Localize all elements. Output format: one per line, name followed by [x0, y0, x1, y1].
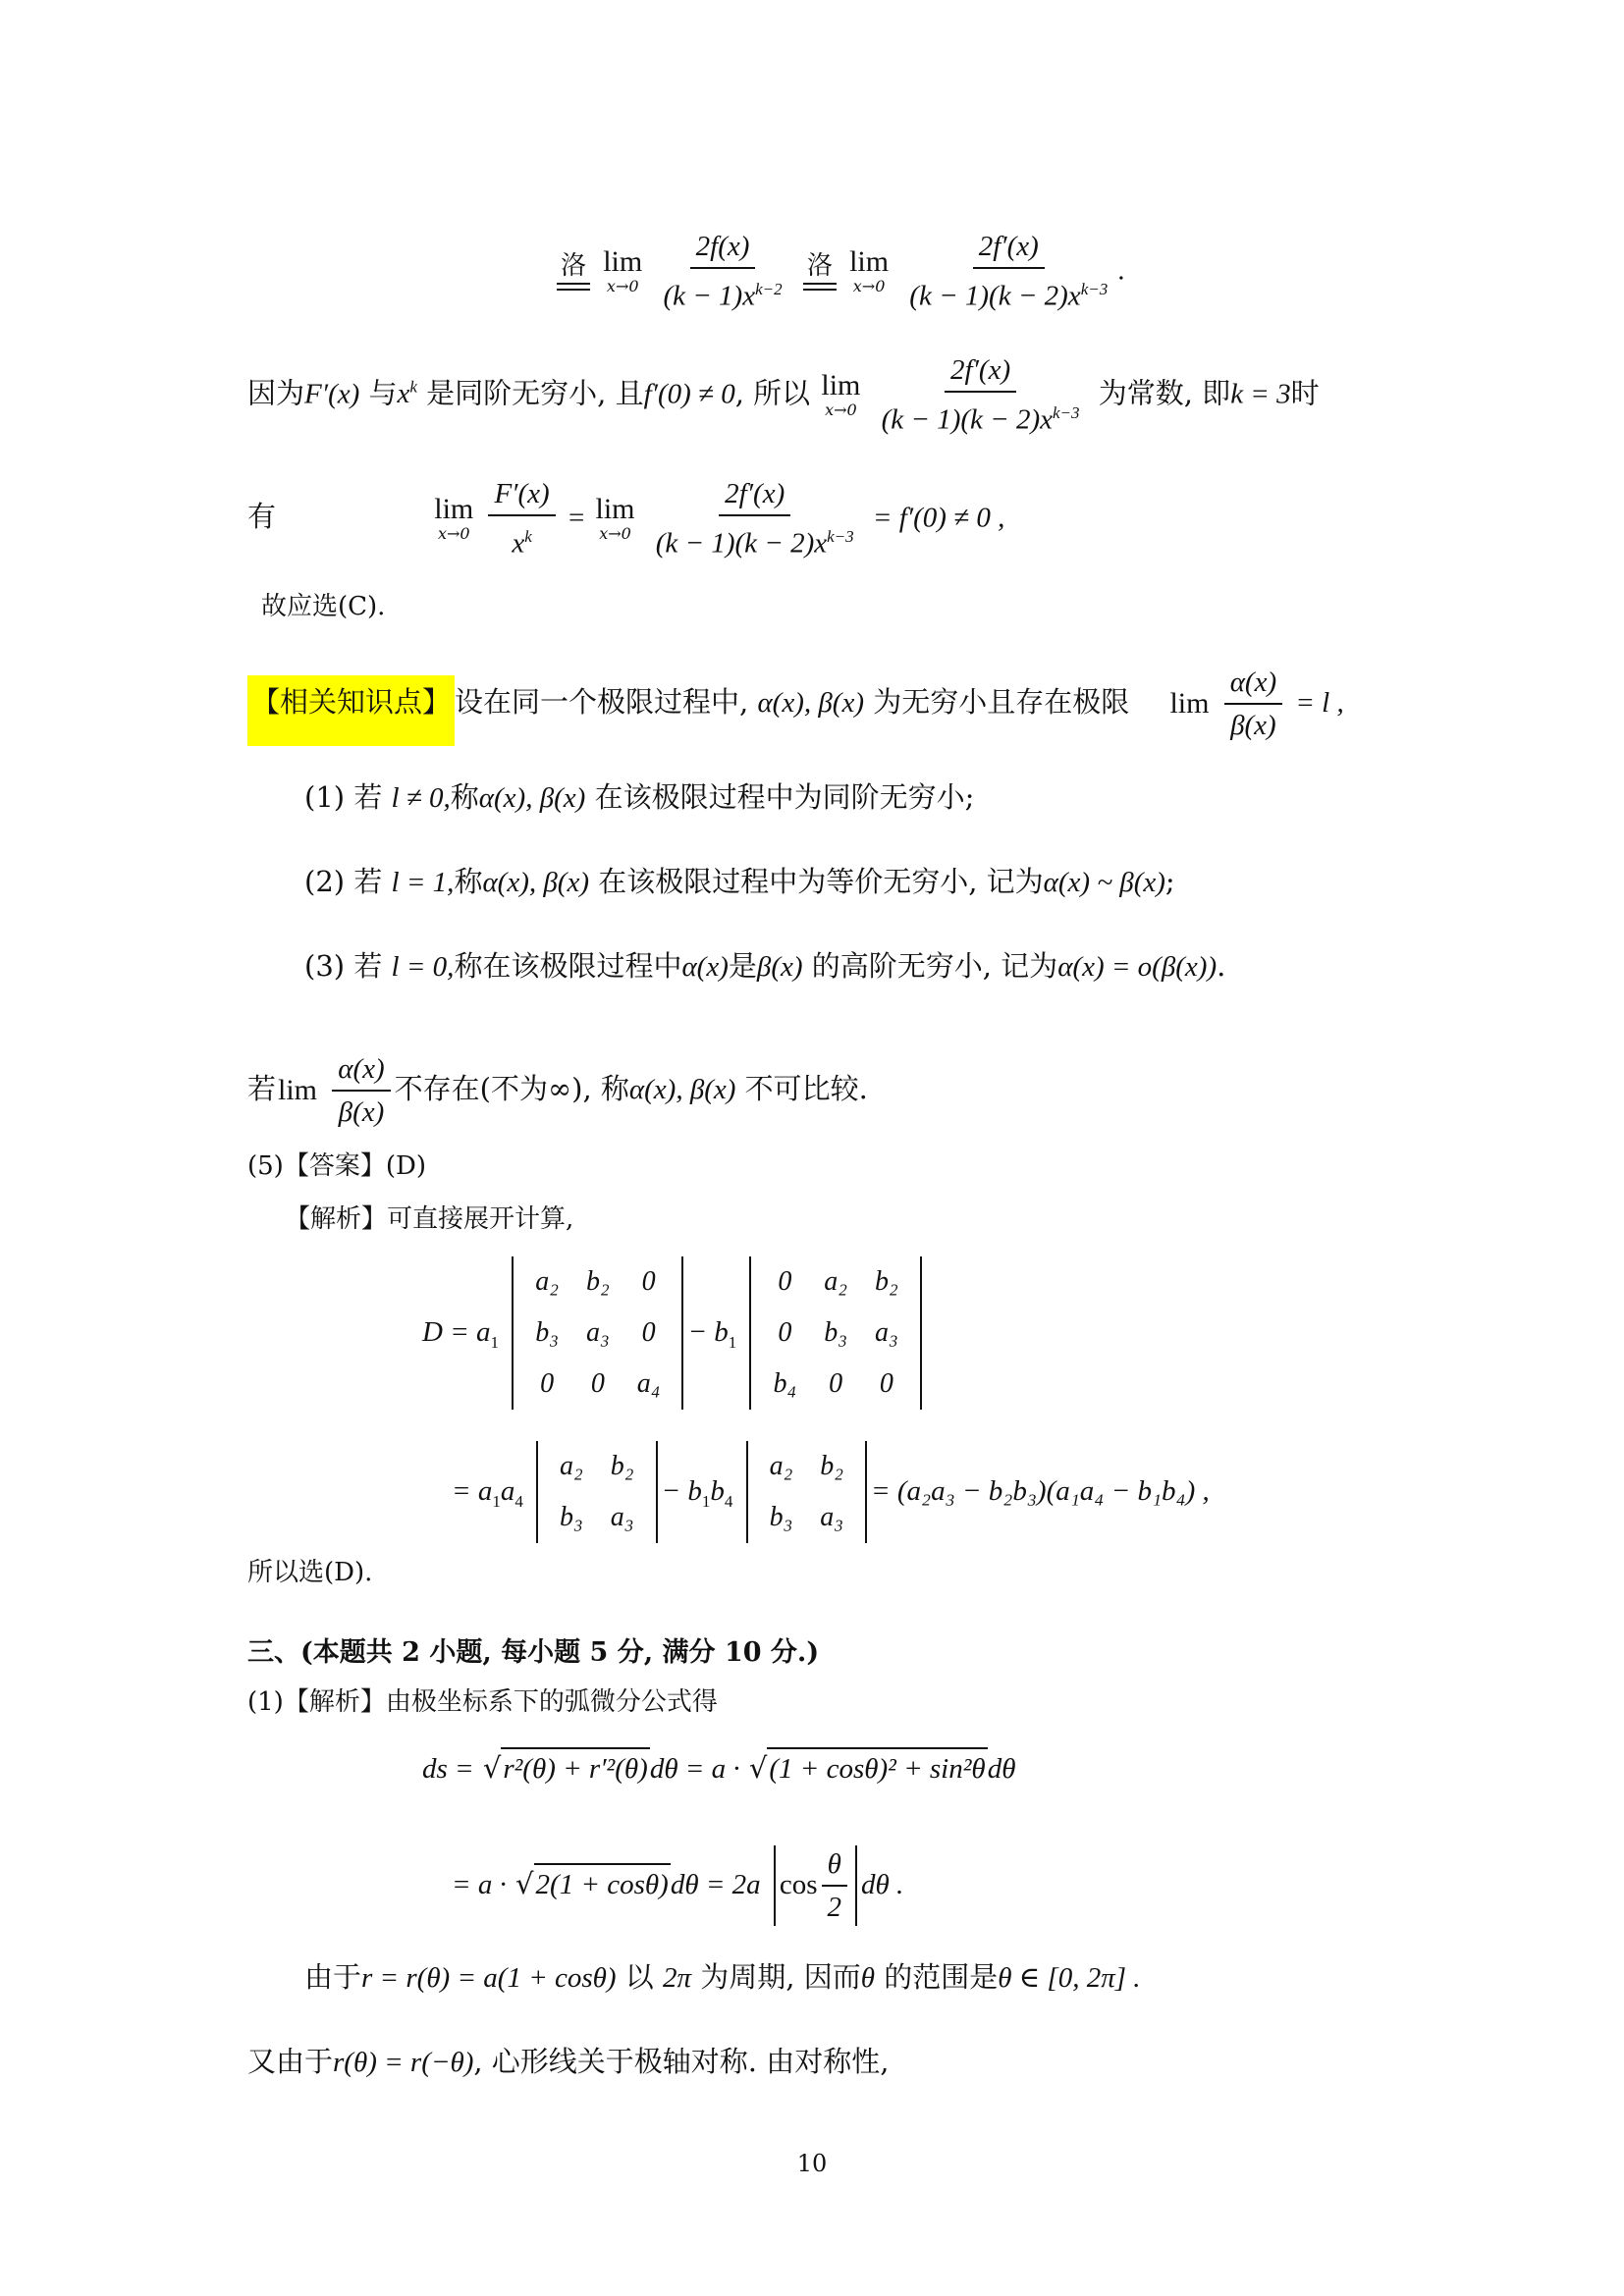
limit-op: lim x→0 [603, 245, 643, 296]
fraction: $\frac{\alpha(x)}{\beta(x)}$ [1224, 664, 1282, 744]
fraction: $\frac{2f'(x)}{(k - 1)(k - 2)x^{k-3}}$ [650, 475, 860, 562]
fraction: $\frac{\alpha(x)}{\beta(x)}$ [332, 1050, 390, 1131]
list-item: (2) 若 l = 1,称α(x), β(x) 在该极限过程中为等价无穷小, 记为α(x) ~ β(x); [304, 865, 1175, 898]
lhopital-mark: 洛 [803, 251, 837, 291]
period-line: 由于r = r(θ) = a(1 + cosθ) 以 2π 为周期, 因而θ 的范围是θ ∈ [0, 2π] . [304, 1960, 1141, 1994]
conclusion-d: 所以选(D). [247, 1558, 373, 1587]
list-item: (3) 若 l = 0,称在该极限过程中α(x)是β(x) 的高阶无穷小, 记为α(x) = o(β(x)). [304, 949, 1226, 983]
fraction: $\frac{2f'(x)}{(k - 1)(k - 2)x^{k-3}}$ [903, 228, 1113, 315]
fraction: $\frac{F'(x)}{x^k}$ [488, 475, 555, 562]
q1-analysis: (1)【解析】由极坐标系下的弧微分公式得 [247, 1687, 718, 1717]
knowledge-tag: 【相关知识点】 [247, 675, 455, 746]
determinant-expansion: $D = a_1$ a₂ b₂ 0 b₃ a₃ 0 0 0 a₄ − $b_1$ 0 a₂ b₂ 0 b₃ a₃ b₄ 0 0 [422, 1256, 926, 1410]
limit-op: lim [1169, 687, 1210, 720]
determinant-3x3: a₂ b₂ 0 b₃ a₃ 0 0 0 a₄ [512, 1256, 683, 1410]
page-number: 10 [796, 2150, 828, 2177]
limit-op: lim x→0 [821, 369, 861, 420]
text-line-you: 有 lim x→0 $\frac{F'(x)}{x^k}$ = lim x→0 $\frac{2f'(x)}{(k - 1)(k - 2)x^{k-3}}$ = f′(0) ≠ 0 , [247, 475, 1004, 562]
determinant-2x2: a₂ b₂ b₃ a₃ [746, 1441, 867, 1543]
sqrt: r²(θ) + r′²(θ) [501, 1747, 650, 1789]
absolute-value: cos $\frac{\theta}{2}$ [774, 1845, 857, 1926]
arc-differential-simplified: = a · √2(1 + cosθ)dθ = 2a cos $\frac{\theta}{2}$ dθ . [452, 1845, 903, 1926]
list-item: (1) 若 l ≠ 0,称α(x), β(x) 在该极限过程中为同阶无穷小; [304, 780, 975, 814]
determinant-2x2: a₂ b₂ b₃ a₃ [536, 1441, 657, 1543]
fraction: $\frac{2f'(x)}{(k - 1)(k - 2)x^{k-3}}$ [876, 351, 1086, 439]
q5-analysis: 【解析】可直接展开计算, [285, 1204, 574, 1234]
text-line-because: 因为F′(x) 与$x^k$ 是同阶无穷小, 且f′(0) ≠ 0, 所以 lim x→0 $\frac{2f'(x)}{(k - 1)(k - 2)x^{k-3}}$ 为常数, 即k = 3时 [247, 351, 1320, 439]
sqrt: 2(1 + cosθ) [534, 1863, 671, 1904]
limit-op: lim x→0 [595, 493, 635, 544]
determinant-result: = $a_1a_4$ a₂ b₂ b₃ a₃ − $b_1b_4$ a₂ b₂ b₃ a₃ = (a₂a₃ − b₂b₃)(a₁a₄ − b₁b₄) , [452, 1441, 1210, 1543]
q5-answer: (5)【答案】(D) [247, 1151, 426, 1181]
lhopital-mark: 洛 [557, 251, 590, 291]
knowledge-line: 【相关知识点】 设在同一个极限过程中, α(x), β(x) 为无穷小且存在极限 lim $\frac{\alpha(x)}{\beta(x)}$ = l , [247, 664, 1344, 744]
incomparable-line: 若 lim $\frac{\alpha(x)}{\beta(x)}$ 不存在(不为∞), 称α(x), β(x) 不可比较. [247, 1050, 868, 1131]
conclusion-c: 故应选(C). [261, 592, 386, 621]
determinant-3x3: 0 a₂ b₂ 0 b₃ a₃ b₄ 0 0 [749, 1256, 921, 1410]
fraction: $\frac{2f(x)}{(k - 1)x^{k-2}}$ [657, 228, 787, 315]
equation-lhopital: 洛 lim x→0 $\frac{2f(x)}{(k - 1)x^{k-2}}$ 洛 lim x→0 $\frac{2f'(x)}{(k - 1)(k - 2)x^{k-3}}$ . [555, 228, 1124, 315]
section-title: 三、(本题共 2 小题, 每小题 5 分, 满分 10 分.) [247, 1637, 820, 1668]
arc-differential: ds = √r²(θ) + r′²(θ)dθ = a · √(1 + cosθ)² + sin²θdθ [422, 1747, 1015, 1789]
limit-op: lim x→0 [849, 245, 890, 296]
symmetry-line: 又由于r(θ) = r(−θ), 心形线关于极轴对称. 由对称性, [247, 2045, 890, 2078]
limit-op: lim [278, 1074, 318, 1106]
limit-op: lim x→0 [434, 493, 474, 544]
sqrt: (1 + cosθ)² + sin²θ [767, 1747, 987, 1789]
